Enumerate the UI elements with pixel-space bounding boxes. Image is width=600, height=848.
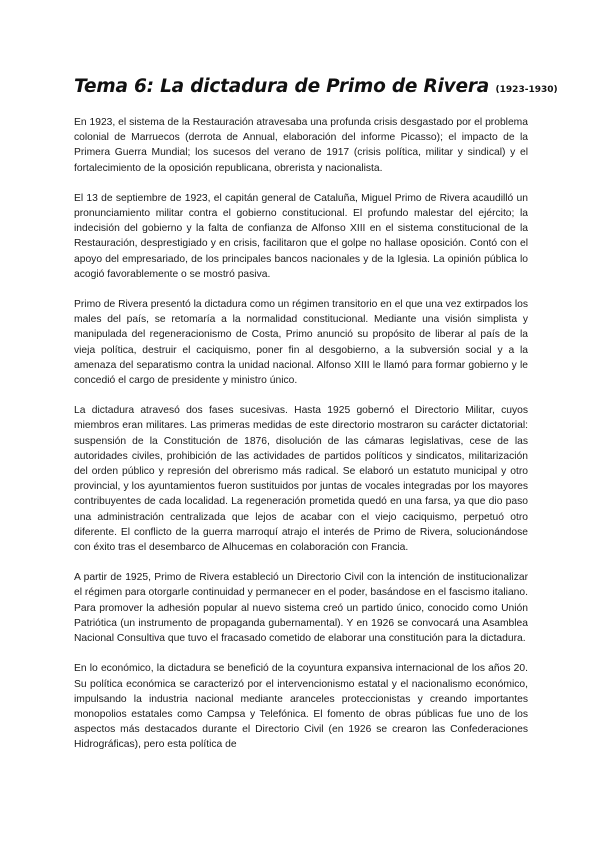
- paragraph-crisis-restauracion: En 1923, el sistema de la Restauración atravesaba una profunda crisis desgastado por el problema colonial de Marruecos (derrota de Annual, elaboración del informe Picasso); el impacto de la Primera Guerra Mundial; los sucesos del verano de 1917 (crisis política, militar y sindical) y el fortalecimiento de la oposición republicana, obrerista y nacionalista.: [74, 117, 528, 174]
- paragraph-economia: En lo económico, la dictadura se benefició de la coyuntura expansiva internacional de los años 20. Su política económica se caracterizó por el intervencionismo estatal y el nacionalismo económico, impulsando la industria nacional mediante aranceles proteccionistas y creando importantes monopolios estatales como Campsa y Telefónica. El fomento de obras públicas fue uno de los aspectos más destacados durante el Directorio Civil (en 1926 se crearon las Confederaciones Hidrográficas), pero esta política de: [74, 663, 528, 751]
- paragraph-directorio-militar: La dictadura atravesó dos fases sucesivas. Hasta 1925 gobernó el Directorio Militar, cuyos miembros eran militares. Las primeras medidas de este directorio mostraron su carácter dictatorial: suspensión de la Constitución de 1876, disolución de las cámaras legislativas, cese de las autoridades civiles, prohibición de las actividades de partidos políticos y sindicatos, militarización del orden público y represión del obrerismo más radical. Se elaboró un estatuto municipal y otro provincial, y los ayuntamientos fueron sustituidos por juntas de vocales integradas por los mayores contribuyentes de cada localidad. La regeneración prometida quedó en una farsa, ya que dio paso una administración centralizada que lejos de acabar con el viejo caciquismo, perpetuó otro diferente. El conflicto de la guerra marroquí atrajo el interés de Primo de Rivera, solucionándose con éxito tras el desembarco de Alhucemas en colaboración con Francia.: [74, 405, 528, 554]
- paragraph-directorio-civil: A partir de 1925, Primo de Rivera estableció un Directorio Civil con la intención de institucionalizar el régimen para otorgarle continuidad y permanecer en el poder, basándose en el fascismo italiano. Para promover la adhesión popular al nuevo sistema creó un partido único, conocido como Unión Patriótica (un instrumento de propaganda gubernamental). Y en 1926 se convocará una Asamblea Nacional Consultiva que tuvo el fracasado cometido de elaborar una constitución para la dictadura.: [74, 572, 528, 645]
- paragraph-regimen-transitorio: Primo de Rivera presentó la dictadura como un régimen transitorio en el que una vez extirpados los males del país, se retomaría a la normalidad constitucional. Mediante una visión simplista y manipulada del regeneracionismo de Costa, Primo anunció su propósito de liberar al país de la vieja política, destruir el caciquismo, poner fin al desgobierno, a la subversión social y a la amenaza del separatismo contra la unidad nacional. Alfonso XIII le llamó para formar gobierno y le concedió el cargo de presidente y ministro único.: [74, 299, 528, 387]
- paragraph-golpe-de-estado: El 13 de septiembre de 1923, el capitán general de Cataluña, Miguel Primo de Rivera acaudilló un pronunciamiento militar contra el gobierno constitucional. El profundo malestar del ejército; la indecisión del gobierno y la falta de confianza de Alfonso XIII en el sistema constitucional de la Restauración, desprestigiado y en crisis, facilitaron que el golpe no hallase oposición. Contó con el apoyo del empresariado, de los principales bancos nacionales y de la Iglesia. La opinión pública lo acogió favorablemente o se mostró pasiva.: [74, 192, 528, 280]
- page-title: [74, 76, 558, 101]
- title-years: (1923-1930): [495, 85, 558, 95]
- title-text: Tema 6: La dictadura de Primo de Rivera: [74, 76, 490, 97]
